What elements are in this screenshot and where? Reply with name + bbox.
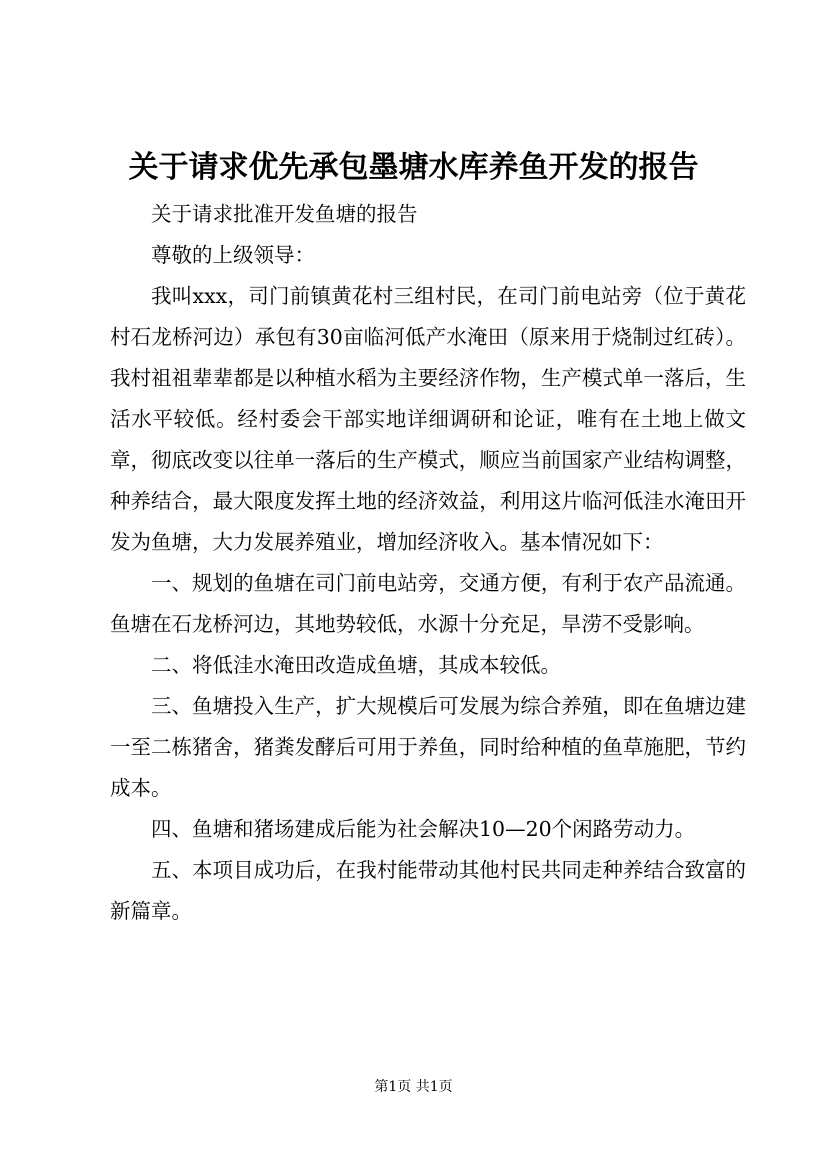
paragraph-salutation: 尊敬的上级领导： bbox=[151, 243, 315, 267]
document-title: 关于请求优先承包墨塘水库养鱼开发的报告 bbox=[128, 150, 699, 185]
paragraph-item-4: 四、鱼塘和猪场建成后能为社会解决10—20个闲路劳动力。 bbox=[151, 817, 696, 841]
paragraph-subtitle: 关于请求批准开发鱼塘的报告 bbox=[151, 202, 418, 226]
page-number-footer: 第1页 共1页 bbox=[374, 1079, 453, 1095]
paragraph-item-3: 三、鱼塘投入生产，扩大规模后可发展为综合养殖，即在鱼塘边建一至二栋猪舍，猪粪发酵后可用于养鱼，同时给种植的鱼草施肥，节约成本。 bbox=[110, 694, 746, 800]
paragraph-item-5: 五、本项目成功后，在我村能带动其他村民共同走种养结合致富的新篇章。 bbox=[110, 858, 746, 923]
document-body bbox=[110, 194, 746, 932]
paragraph-introduction: 我叫xxx，司门前镇黄花村三组村民，在司门前电站旁（位于黄花村石龙桥河边）承包有30亩临河低产水淹田（原来用于烧制过红砖）。我村祖祖辈辈都是以种植水稻为主要经济作物，生产模式单一落后，生活水平较低。经村委会干部实地详细调研和论证，唯有在土地上做文章，彻底改变以往单一落后的生产模式，顺应当前国家产业结构调整，种养结合，最大限度发挥土地的经济效益，利用这片临河低洼水淹田开发为鱼塘，大力发展养殖业，增加经济收入。基本情况如下： bbox=[110, 284, 746, 554]
paragraph-item-1: 一、规划的鱼塘在司门前电站旁，交通方便，有利于农产品流通。鱼塘在石龙桥河边，其地势较低，水源十分充足，旱涝不受影响。 bbox=[110, 571, 746, 636]
paragraph-item-2: 二、将低洼水淹田改造成鱼塘，其成本较低。 bbox=[151, 653, 561, 677]
